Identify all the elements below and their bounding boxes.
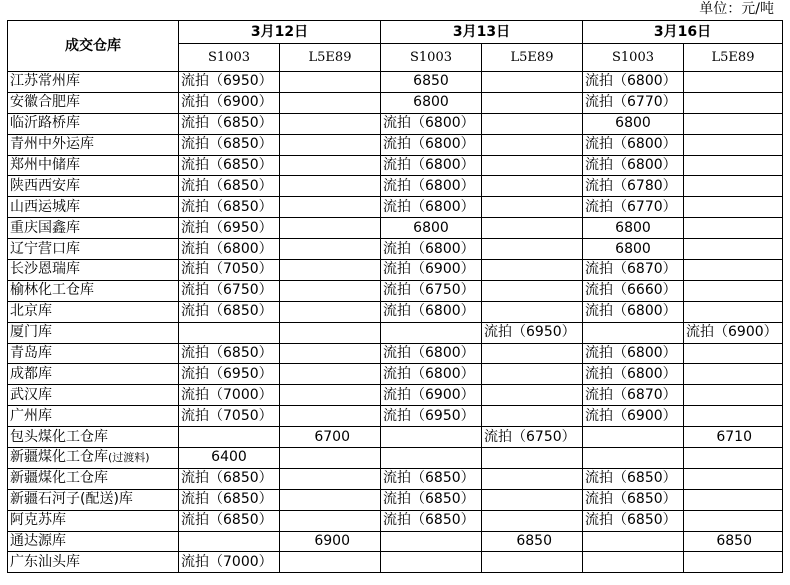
price-cell: 流拍（6800）: [381, 176, 482, 197]
price-cell: [482, 155, 583, 176]
price-cell: [684, 197, 783, 218]
price-cell: 流拍（6800）: [583, 364, 684, 385]
price-cell: [280, 239, 381, 260]
warehouse-name: [8, 113, 179, 134]
price-cell: 流拍（6800）: [583, 301, 684, 322]
price-cell: [482, 197, 583, 218]
price-cell: 流拍（6950）: [482, 322, 583, 343]
price-cell: [482, 92, 583, 113]
price-cell: [482, 468, 583, 489]
warehouse-name-text: 青岛库: [10, 345, 52, 362]
price-cell: [482, 406, 583, 427]
price-cell: 6800: [583, 113, 684, 134]
price-cell: 流拍（6850）: [179, 134, 280, 155]
price-cell: 流拍（7000）: [179, 385, 280, 406]
price-cell: 流拍（6750）: [179, 280, 280, 301]
price-cell: 6800: [583, 239, 684, 260]
warehouse-name-text: 辽宁营口库: [10, 240, 80, 257]
price-cell: 流拍（6850）: [583, 489, 684, 510]
warehouse-name-text: 新疆石河子(配送)库: [10, 491, 133, 508]
table-row: [8, 510, 783, 531]
price-cell: 流拍（7000）: [179, 552, 280, 573]
header-date-3: 3月16日: [583, 21, 783, 44]
unit-label: 单位：元/吨: [699, 1, 774, 17]
price-cell: 流拍（6850）: [179, 510, 280, 531]
table-row: [8, 134, 783, 155]
price-cell: [684, 343, 783, 364]
table-row: [8, 448, 783, 469]
warehouse-name-text: 郑州中储库: [10, 157, 80, 173]
price-cell: 流拍（6900）: [381, 385, 482, 406]
price-cell: [280, 155, 381, 176]
price-cell: [280, 406, 381, 427]
price-cell: [482, 364, 583, 385]
warehouse-name: [8, 260, 179, 281]
price-cell: [684, 113, 783, 134]
header-grade: L5E89: [482, 44, 583, 72]
warehouse-name: [8, 364, 179, 385]
warehouse-name: [8, 385, 179, 406]
price-cell: [482, 448, 583, 469]
price-cell: [381, 322, 482, 343]
price-cell: 流拍（6780）: [583, 176, 684, 197]
header-grade: L5E89: [280, 44, 381, 72]
price-cell: 6900: [280, 531, 381, 552]
warehouse-name: [8, 510, 179, 531]
price-cell: 流拍（6870）: [583, 385, 684, 406]
price-cell: [381, 552, 482, 573]
price-cell: 流拍（6800）: [381, 301, 482, 322]
warehouse-name: [8, 92, 179, 113]
price-cell: [684, 239, 783, 260]
warehouse-name-text: 广东汕头库: [10, 553, 80, 570]
table-row: [8, 155, 783, 176]
price-cell: [280, 343, 381, 364]
price-cell: [280, 322, 381, 343]
price-cell: 流拍（6850）: [179, 489, 280, 510]
price-cell: 6710: [684, 427, 783, 448]
auction-result-table: [7, 20, 783, 573]
table-row: [8, 406, 783, 427]
price-cell: [583, 552, 684, 573]
warehouse-name: [8, 280, 179, 301]
table-row: [8, 218, 783, 239]
price-cell: 流拍（6850）: [179, 155, 280, 176]
price-cell: [482, 301, 583, 322]
price-cell: [684, 155, 783, 176]
price-cell: 6400: [179, 448, 280, 469]
price-cell: 流拍（6800）: [381, 155, 482, 176]
warehouse-name: [8, 72, 179, 93]
warehouse-name: [8, 218, 179, 239]
price-cell: [684, 92, 783, 113]
price-cell: 流拍（6900）: [684, 322, 783, 343]
price-cell: [482, 239, 583, 260]
table-row: [8, 92, 783, 113]
price-cell: 流拍（6800）: [381, 239, 482, 260]
price-cell: 6800: [381, 92, 482, 113]
price-cell: [381, 531, 482, 552]
price-cell: [280, 218, 381, 239]
header-warehouse: 成交仓库: [8, 21, 179, 72]
price-cell: 流拍（6850）: [381, 468, 482, 489]
price-cell: [684, 176, 783, 197]
warehouse-name-text: 厦门库: [10, 324, 52, 341]
price-cell: 流拍（6850）: [381, 489, 482, 510]
warehouse-name-text: 广州库: [10, 407, 52, 424]
price-cell: [684, 134, 783, 155]
price-cell: 流拍（6850）: [583, 510, 684, 531]
warehouse-name-text: 成都库: [10, 365, 52, 382]
warehouse-name-text: 新疆煤化工仓库: [10, 470, 108, 487]
warehouse-name: [8, 448, 179, 469]
price-cell: [684, 552, 783, 573]
price-cell: [482, 343, 583, 364]
price-cell: [482, 113, 583, 134]
table-row: [8, 239, 783, 260]
price-cell: 流拍（6850）: [381, 510, 482, 531]
price-cell: [482, 218, 583, 239]
price-cell: 流拍（6850）: [179, 301, 280, 322]
warehouse-name-text: 新疆煤化工仓库: [10, 449, 108, 466]
price-cell: [482, 134, 583, 155]
price-cell: [684, 468, 783, 489]
warehouse-name: [8, 343, 179, 364]
price-cell: 流拍（6800）: [381, 197, 482, 218]
header-grade: S1003: [381, 44, 482, 72]
warehouse-name-text: 武汉库: [10, 386, 52, 403]
price-cell: [280, 176, 381, 197]
warehouse-name: [8, 322, 179, 343]
table-row: [8, 385, 783, 406]
price-cell: 流拍（6770）: [583, 197, 684, 218]
table-row: [8, 364, 783, 385]
table-row: [8, 468, 783, 489]
warehouse-name-text: 青州中外运库: [10, 136, 94, 153]
price-cell: [684, 364, 783, 385]
price-cell: [482, 385, 583, 406]
price-cell: [684, 385, 783, 406]
price-cell: 6850: [482, 531, 583, 552]
price-cell: 流拍（6950）: [381, 406, 482, 427]
price-cell: [684, 260, 783, 281]
price-cell: [684, 489, 783, 510]
warehouse-name: [8, 468, 179, 489]
price-cell: [482, 176, 583, 197]
price-cell: 流拍（6870）: [583, 260, 684, 281]
warehouse-name-text: 榆林化工仓库: [10, 282, 94, 299]
price-cell: [684, 218, 783, 239]
price-cell: [179, 322, 280, 343]
price-cell: [280, 385, 381, 406]
price-cell: [482, 280, 583, 301]
price-cell: [684, 510, 783, 531]
warehouse-name: [8, 531, 179, 552]
warehouse-name-text: 安徽合肥库: [10, 94, 80, 111]
warehouse-name-text: 重庆国鑫库: [10, 219, 80, 236]
warehouse-name-text: 阿克苏库: [10, 512, 66, 529]
price-cell: 流拍（6800）: [583, 72, 684, 93]
price-cell: 流拍（6800）: [381, 343, 482, 364]
price-cell: 流拍（6900）: [381, 260, 482, 281]
price-cell: 流拍（6750）: [482, 427, 583, 448]
price-cell: [583, 531, 684, 552]
warehouse-name: [8, 406, 179, 427]
price-cell: [381, 448, 482, 469]
warehouse-name-text: 山西运城库: [10, 198, 80, 215]
header-grade: L5E89: [684, 44, 783, 72]
warehouse-name: [8, 197, 179, 218]
warehouse-name: [8, 552, 179, 573]
price-cell: [280, 197, 381, 218]
price-cell: 流拍（6800）: [583, 155, 684, 176]
price-cell: [280, 92, 381, 113]
table-row: [8, 260, 783, 281]
price-cell: [583, 427, 684, 448]
price-cell: 6850: [684, 531, 783, 552]
price-cell: 流拍（6850）: [179, 113, 280, 134]
price-cell: 流拍（6800）: [583, 134, 684, 155]
price-cell: [280, 552, 381, 573]
price-cell: [684, 406, 783, 427]
warehouse-name-text: 临沂路桥库: [10, 115, 80, 132]
price-cell: [482, 510, 583, 531]
warehouse-name: [8, 176, 179, 197]
price-cell: [280, 364, 381, 385]
price-cell: 流拍（6800）: [381, 113, 482, 134]
table-row: [8, 552, 783, 573]
price-cell: 流拍（6900）: [179, 92, 280, 113]
price-cell: [583, 448, 684, 469]
price-cell: [280, 134, 381, 155]
table-row: [8, 72, 783, 93]
price-cell: [280, 301, 381, 322]
price-cell: 流拍（6850）: [179, 197, 280, 218]
table-row: [8, 322, 783, 343]
price-cell: 流拍（6850）: [179, 176, 280, 197]
price-cell: [482, 552, 583, 573]
price-cell: [280, 489, 381, 510]
warehouse-name-text: 陕西西安库: [10, 177, 80, 194]
price-cell: 流拍（6800）: [179, 239, 280, 260]
price-cell: 流拍（6750）: [381, 280, 482, 301]
price-cell: 流拍（6950）: [179, 72, 280, 93]
table-row: [8, 343, 783, 364]
warehouse-name: [8, 239, 179, 260]
price-cell: [482, 72, 583, 93]
header-grade: S1003: [179, 44, 280, 72]
price-cell: 流拍（6800）: [583, 343, 684, 364]
table-row: [8, 427, 783, 448]
price-cell: [381, 427, 482, 448]
price-cell: 流拍（7050）: [179, 260, 280, 281]
table-row: [8, 531, 783, 552]
price-cell: 流拍（6800）: [381, 364, 482, 385]
price-cell: 流拍（6850）: [179, 468, 280, 489]
warehouse-name: [8, 489, 179, 510]
table-row: [8, 113, 783, 134]
price-cell: 流拍（6800）: [381, 134, 482, 155]
price-cell: [280, 260, 381, 281]
price-cell: [179, 531, 280, 552]
price-cell: [179, 427, 280, 448]
price-cell: [583, 322, 684, 343]
header-grade: S1003: [583, 44, 684, 72]
table-row: [8, 176, 783, 197]
price-cell: 流拍（6950）: [179, 218, 280, 239]
price-cell: [684, 280, 783, 301]
price-cell: [684, 301, 783, 322]
price-cell: 6800: [583, 218, 684, 239]
table-row: [8, 197, 783, 218]
price-cell: [684, 448, 783, 469]
price-cell: 流拍（6770）: [583, 92, 684, 113]
price-cell: 流拍（6850）: [179, 343, 280, 364]
price-cell: 流拍（6900）: [583, 406, 684, 427]
header-date-1: 3月12日: [179, 21, 381, 44]
table-row: [8, 489, 783, 510]
warehouse-name-text: 包头煤化工仓库: [10, 428, 108, 445]
price-cell: 流拍（6850）: [583, 468, 684, 489]
price-cell: [482, 260, 583, 281]
price-cell: [280, 72, 381, 93]
warehouse-name: [8, 427, 179, 448]
warehouse-name: [8, 301, 179, 322]
price-cell: 流拍（7050）: [179, 406, 280, 427]
table-row: [8, 301, 783, 322]
warehouse-name-text: 通达源库: [10, 533, 66, 550]
warehouse-name: [8, 155, 179, 176]
price-cell: [482, 489, 583, 510]
price-cell: [280, 448, 381, 469]
warehouse-name-text: 长沙恩瑞库: [10, 261, 80, 278]
price-cell: [280, 113, 381, 134]
price-cell: 6700: [280, 427, 381, 448]
price-cell: [684, 72, 783, 93]
table-row: [8, 280, 783, 301]
price-cell: 6800: [381, 218, 482, 239]
warehouse-name-text: 江苏常州库: [10, 73, 80, 90]
price-cell: [280, 468, 381, 489]
price-cell: 6850: [381, 72, 482, 93]
header-row-dates: [8, 21, 783, 44]
price-cell: 流拍（6950）: [179, 364, 280, 385]
header-date-2: 3月13日: [381, 21, 583, 44]
warehouse-name-text: 北京库: [10, 303, 52, 320]
warehouse-name-suffix: (过渡料): [108, 451, 150, 465]
price-cell: 流拍（6660）: [583, 280, 684, 301]
price-cell: [280, 510, 381, 531]
warehouse-name: [8, 134, 179, 155]
price-cell: [280, 280, 381, 301]
